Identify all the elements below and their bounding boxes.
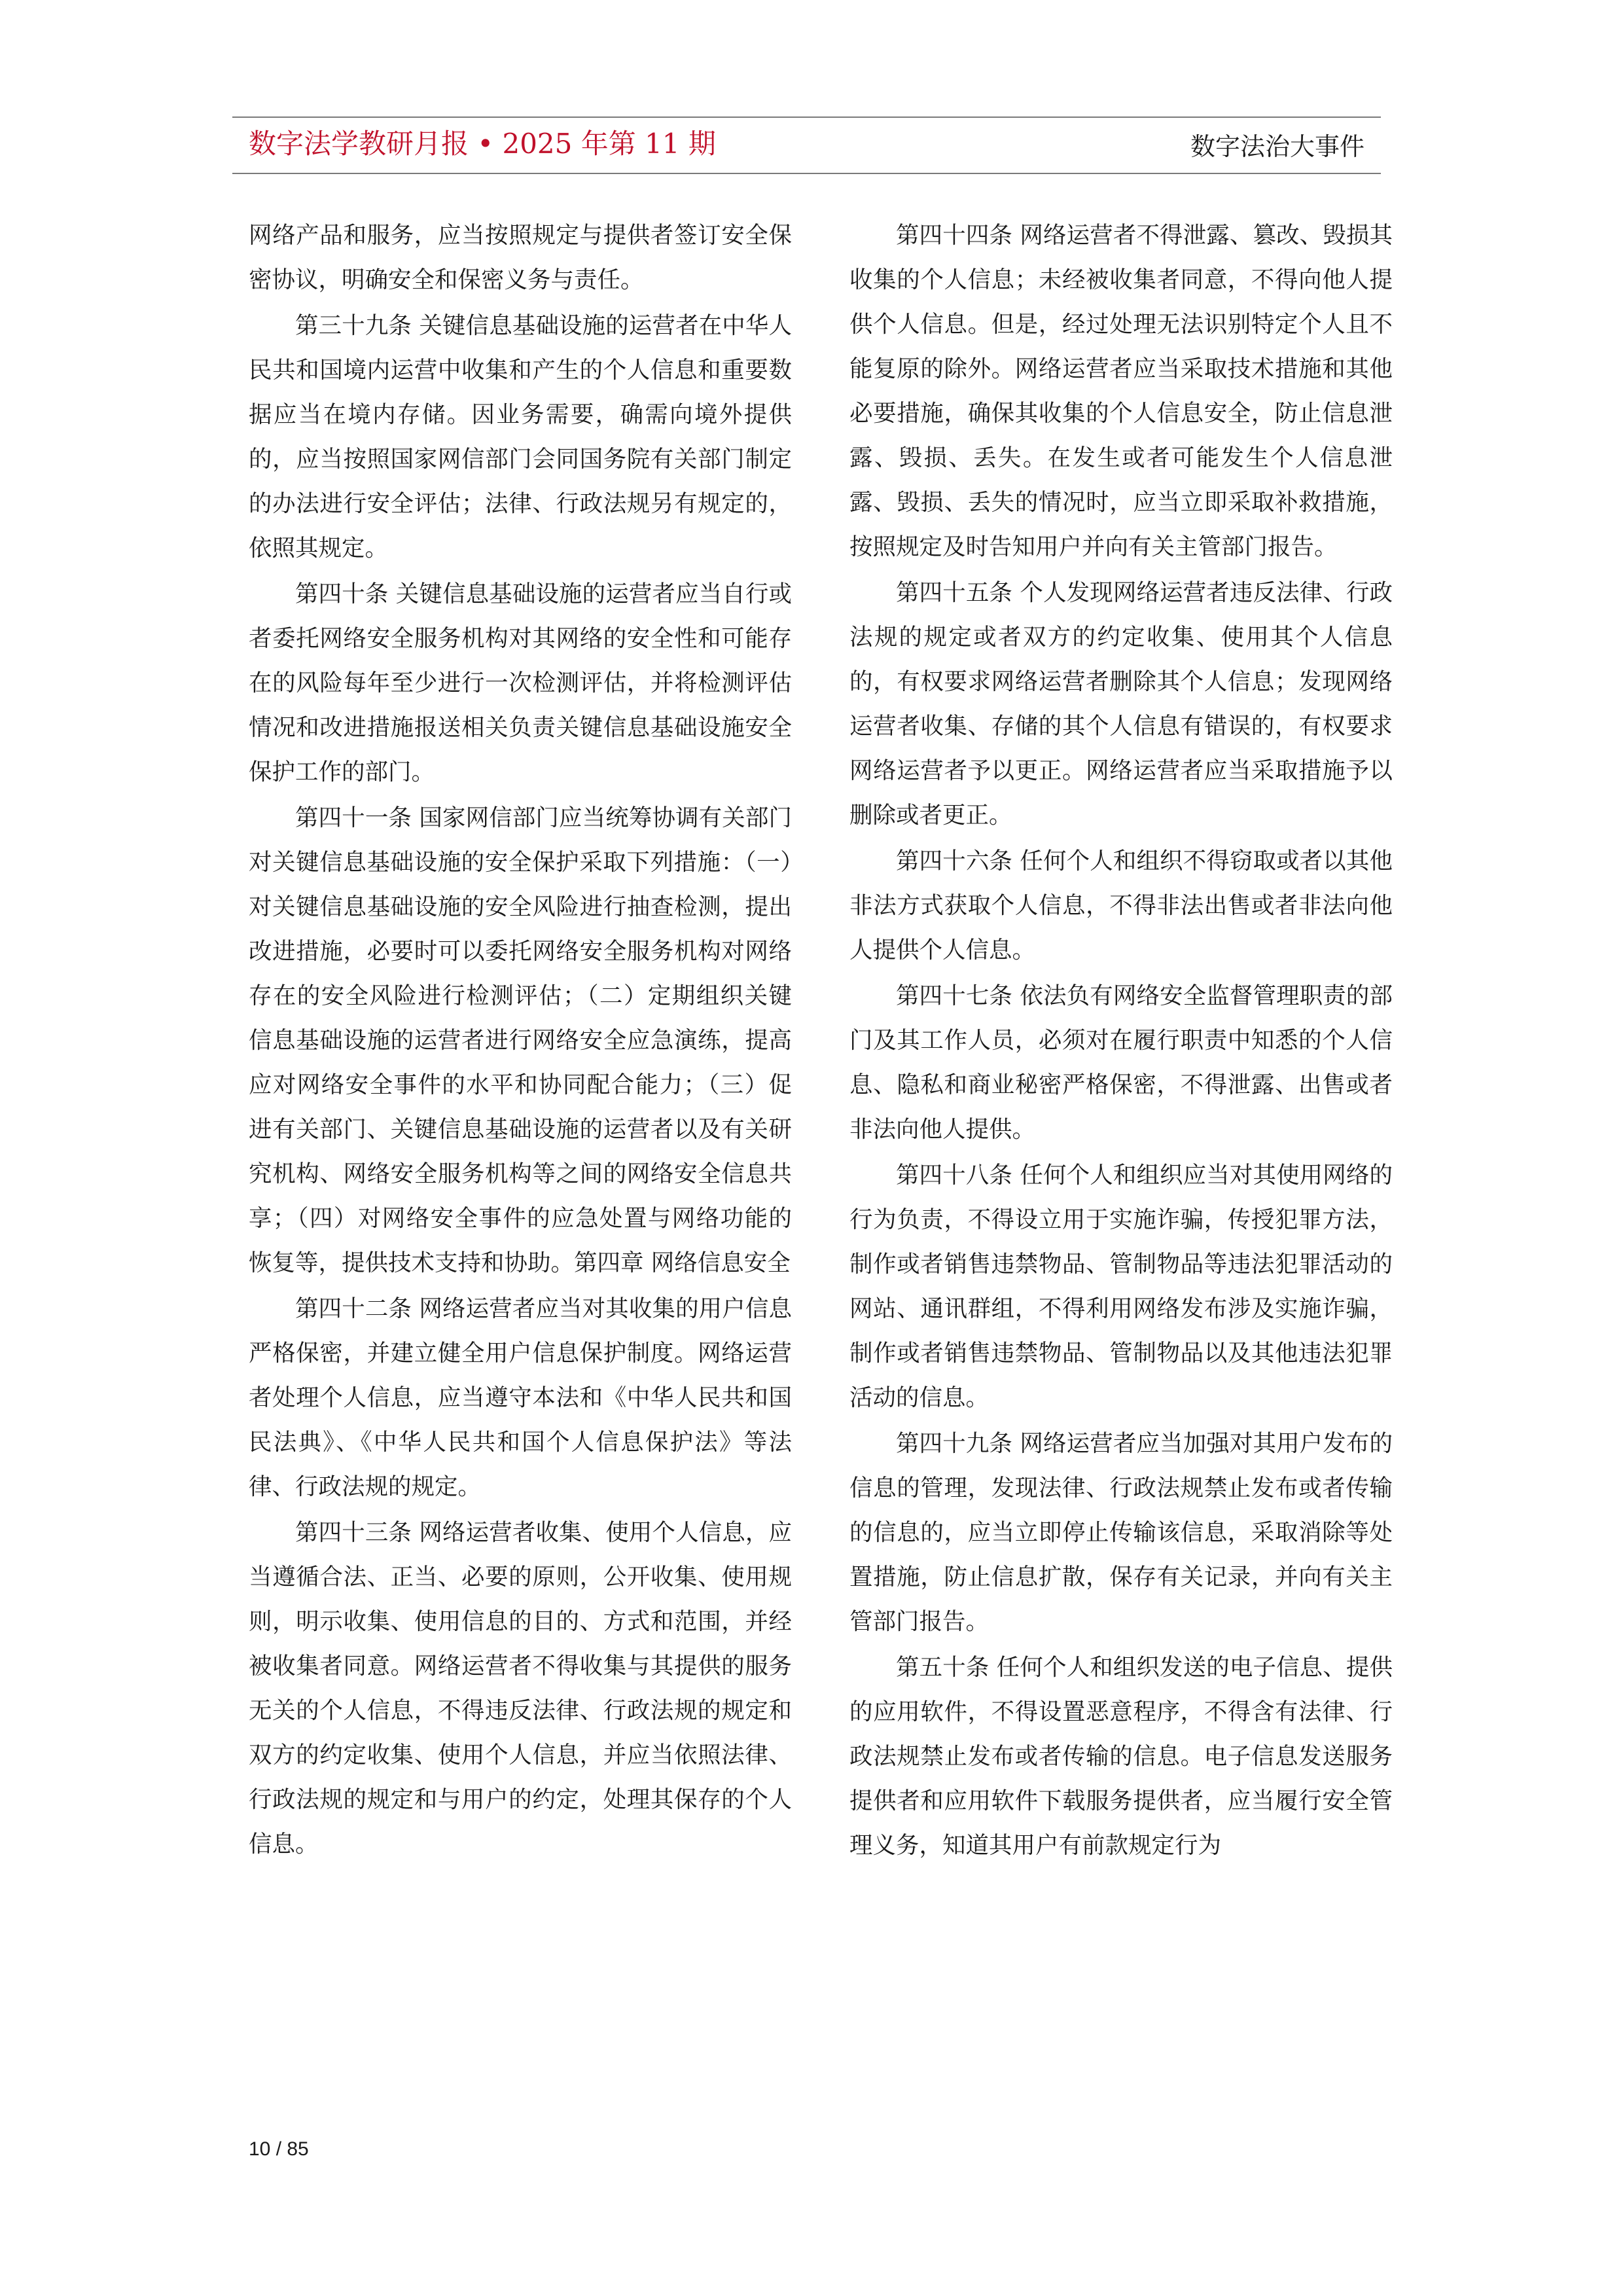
article-39: 第三十九条 关键信息基础设施的运营者在中华人民共和国境内运营中收集和产生的个人信息和重要数据应当在境内存储。因业务需要，确需向境外提供的，应当按照国家网信部门会同国务院有关部门制定的办法进行安全评估；法律、行政法规另有规定的，依照其规定。 — [249, 312, 792, 562]
article-45: 第四十五条 个人发现网络运营者违反法律、行政法规的规定或者双方的约定收集、使用其个人信息的，有权要求网络运营者删除其个人信息；发现网络运营者收集、存储的其个人信息有错误的，有权要求网络运营者予以更正。网络运营者应当采取措施予以删除或者更正。 — [849, 579, 1393, 829]
header-rule-top — [232, 117, 1381, 118]
article-41: 第四十一条 国家网信部门应当统筹协调有关部门对关键信息基础设施的安全保护采取下列措施：（一）对关键信息基础设施的安全风险进行抽查检测，提出改进措施，必要时可以委托网络安全服务机构对网络存在的安全风险进行检测评估；（二）定期组织关键信息基础设施的运营者进行网络安全应急演练，提高应对网络安全事件的水平和协同配合能力；（三）促进有关部门、关键信息基础设施的运营者以及有关研究机构、网络安全服务机构等之间的网络安全信息共享；（四）对网络安全事件的应急处置与网络功能的恢复等，提供技术支持和协助。第四章 网络信息安全 — [249, 804, 792, 1276]
header-rule-bottom — [232, 173, 1381, 174]
article-50: 第五十条 任何个人和组织发送的电子信息、提供的应用软件，不得设置恶意程序，不得含有法律、行政法规禁止发布或者传输的信息。电子信息发送服务提供者和应用软件下载服务提供者，应当履行安全管理义务，知道其用户有前款规定行为 — [849, 1654, 1393, 1859]
section-title: 数字法治大事件 — [1190, 132, 1364, 161]
article-48: 第四十八条 任何个人和组织应当对其使用网络的行为负责，不得设立用于实施诈骗，传授犯罪方法，制作或者销售违禁物品、管制物品等违法犯罪活动的网站、通讯群组，不得利用网络发布涉及实施诈骗，制作或者销售违禁物品、管制物品以及其他违法犯罪活动的信息。 — [849, 1162, 1393, 1411]
paragraph: 网络产品和服务，应当按照规定与提供者签订安全保密协议，明确安全和保密义务与责任。 — [249, 222, 792, 293]
article-47: 第四十七条 依法负有网络安全监督管理职责的部门及其工作人员，必须对在履行职责中知悉的个人信息、隐私和商业秘密严格保密，不得泄露、出售或者非法向他人提供。 — [849, 982, 1393, 1143]
article-46: 第四十六条 任何个人和组织不得窃取或者以其他非法方式获取个人信息，不得非法出售或者非法向他人提供个人信息。 — [849, 848, 1393, 963]
article-43: 第四十三条 网络运营者收集、使用个人信息，应当遵循合法、正当、必要的原则，公开收集、使用规则，明示收集、使用信息的目的、方式和范围，并经被收集者同意。网络运营者不得收集与其提供的服务无关的个人信息，不得违反法律、行政法规的规定和双方的约定收集、使用个人信息，并应当依照法律、行政法规的规定和与用户的约定，处理其保存的个人信息。 — [249, 1519, 792, 1857]
page-number: 10 / 85 — [249, 2138, 309, 2160]
article-44: 第四十四条 网络运营者不得泄露、篡改、毁损其收集的个人信息；未经被收集者同意，不得向他人提供个人信息。但是，经过处理无法识别特定个人且不能复原的除外。网络运营者应当采取技术措施和其他必要措施，确保其收集的个人信息安全，防止信息泄露、毁损、丢失。在发生或者可能发生个人信息泄露、毁损、丢失的情况时，应当立即采取补救措施，按照规定及时告知用户并向有关主管部门报告。 — [849, 222, 1393, 560]
article-42: 第四十二条 网络运营者应当对其收集的用户信息严格保密，并建立健全用户信息保护制度。网络运营者处理个人信息，应当遵守本法和《中华人民共和国民法典》、《中华人民共和国个人信息保护法》等法律、行政法规的规定。 — [249, 1295, 792, 1500]
article-49: 第四十九条 网络运营者应当加强对其用户发布的信息的管理，发现法律、行政法规禁止发布或者传输的信息的，应当立即停止传输该信息，采取消除等处置措施，防止信息扩散，保存有关记录，并向有关主管部门报告。 — [849, 1430, 1393, 1635]
right-column — [849, 213, 1393, 1869]
left-column — [249, 213, 792, 1868]
article-40: 第四十条 关键信息基础设施的运营者应当自行或者委托网络安全服务机构对其网络的安全性和可能存在的风险每年至少进行一次检测评估，并将检测评估情况和改进措施报送相关负责关键信息基础设施安全保护工作的部门。 — [249, 581, 792, 785]
journal-title: 数字法学教研月报 • 2025 年第 11 期 — [249, 128, 716, 160]
